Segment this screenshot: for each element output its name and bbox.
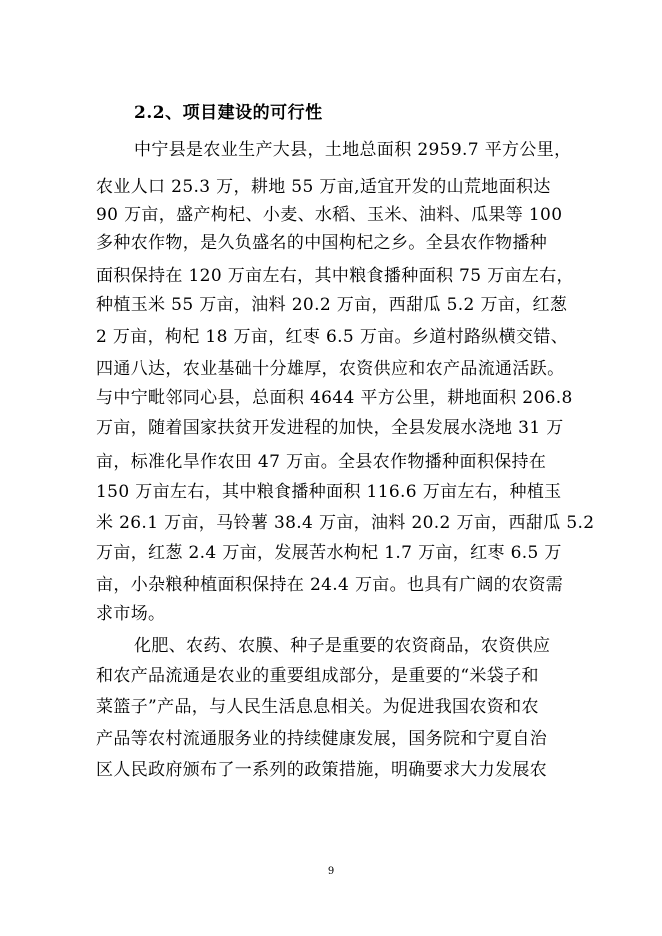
paragraph-line: 米 26.1 万亩，马铃薯 38.4 万亩，油料 20.2 万亩，西甜瓜 5.2: [96, 513, 595, 533]
paragraph-line: 四通八达，农业基础十分雄厚，农资供应和农产品流通活跃。: [96, 359, 565, 379]
paragraph-line: 农业人口 25.3 万，耕地 55 万亩,适宜开发的山荒地面积达: [96, 177, 551, 197]
paragraph-line: 亩，小杂粮种植面积保持在 24.4 万亩。也具有广阔的农资需: [96, 575, 564, 595]
paragraph-line: 求市场。: [96, 604, 166, 624]
paragraph-line: 150 万亩左右，其中粮食播种面积 116.6 万亩左右，种植玉: [96, 482, 562, 502]
paragraph-line: 2 万亩，枸杞 18 万亩，红枣 6.5 万亩。乡道村路纵横交错、: [96, 327, 569, 347]
paragraph-line: 化肥、农药、农膜、种子是重要的农资商品，农资供应: [134, 636, 551, 656]
paragraph-line: 产品等农村流通服务业的持续健康发展，国务院和宁夏自治: [96, 729, 548, 749]
section-heading: 2.2、项目建设的可行性: [134, 103, 323, 123]
paragraph-line: 种植玉米 55 万亩，油料 20.2 万亩，西甜瓜 5.2 万亩，红葱: [96, 295, 568, 315]
paragraph-line: 与中宁毗邻同心县，总面积 4644 平方公里，耕地面积 206.8: [96, 388, 573, 408]
paragraph-line: 万亩，红葱 2.4 万亩，发展苦水枸杞 1.7 万亩，红枣 6.5 万: [96, 543, 562, 563]
paragraph-line: 亩，标准化旱作农田 47 万亩。全县农作物播种面积保持在: [96, 452, 547, 472]
paragraph-line: 万亩，随着国家扶贫开发进程的加快，全县发展水浇地 31 万: [96, 418, 564, 438]
paragraph-line: 面积保持在 120 万亩左右，其中粮食播种面积 75 万亩左右，: [96, 266, 574, 286]
paragraph-line: 多种农作物，是久负盛名的中国枸杞之乡。全县农作物播种: [96, 233, 548, 253]
paragraph-line: 90 万亩，盛产枸杞、小麦、水稻、玉米、油料、瓜果等 100: [96, 205, 563, 225]
paragraph-line: 中宁县是农业生产大县，土地总面积 2959.7 平方公里，: [134, 140, 572, 160]
paragraph-line: 和农产品流通是农业的重要组成部分，是重要的“米袋子和: [96, 666, 539, 686]
page-number: 9: [327, 866, 335, 877]
paragraph-line: 菜篮子”产品，与人民生活息息相关。为促进我国农资和农: [96, 697, 539, 717]
paragraph-line: 区人民政府颁布了一系列的政策措施，明确要求大力发展农: [96, 760, 548, 780]
